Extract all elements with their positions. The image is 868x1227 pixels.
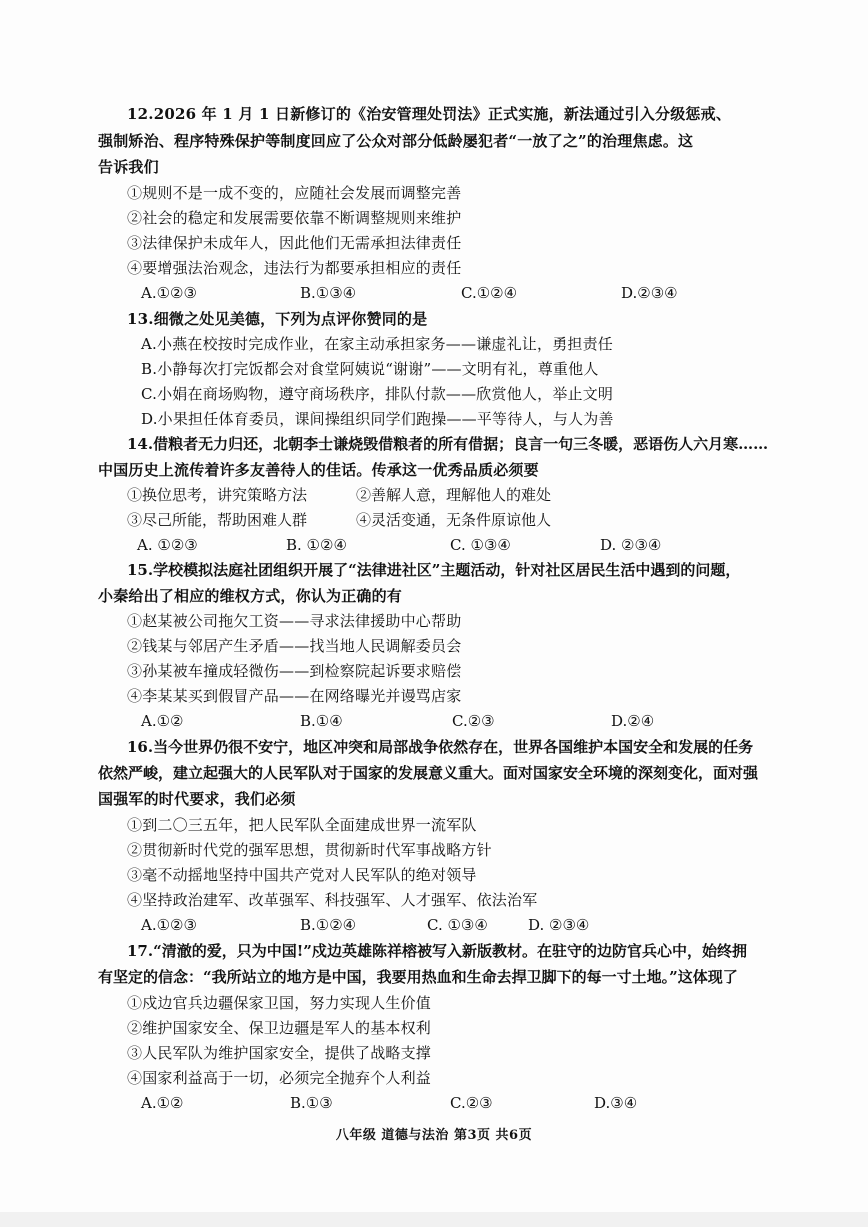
q14-stem-line-1: 14.借粮者无力归还，北朝李士谦烧毁借粮者的所有借据；良言一句三冬暖，恶语伤人六月寒…… (127, 435, 769, 453)
q14-stem-line-2: 中国历史上流传着许多友善待人的佳话。传承这一优秀品质必须要 (98, 461, 539, 479)
q13-option-b[interactable]: B.小静每次打完饭都会对食堂阿姨说“谢谢”——文明有礼，尊重他人 (141, 360, 599, 378)
q14-option-b[interactable]: B. ①②④ (286, 536, 347, 554)
q12-stem-line-2: 强制矫治、程序特殊保护等制度回应了公众对部分低龄屡犯者“一放了之”的治理焦虑。这 (98, 132, 694, 150)
q17-option-c[interactable]: C.②③ (450, 1094, 493, 1112)
q12-option-c[interactable]: C.①②④ (461, 284, 518, 302)
q14-item-1: ①换位思考，讲究策略方法 (127, 486, 308, 504)
q16-option-a[interactable]: A.①②③ (141, 916, 197, 934)
q17-item-1: ①戍边官兵边疆保家卫国，努力实现人生价值 (127, 994, 432, 1012)
q15-item-4: ④李某某买到假冒产品——在网络曝光并谩骂店家 (127, 687, 462, 705)
q15-stem-line-2: 小秦给出了相应的维权方式，你认为正确的有 (98, 587, 403, 605)
q15-item-1: ①赵某被公司拖欠工资——寻求法律援助中心帮助 (127, 612, 462, 630)
q12-item-2: ②社会的稳定和发展需要依靠不断调整规则来维护 (127, 209, 462, 227)
q17-stem-line-1: 17.“清澈的爱，只为中国!”戍边英雄陈祥榕被写入新版教材。在驻守的边防官兵心中，始终拥 (127, 942, 747, 960)
q14-option-c[interactable]: C. ①③④ (450, 536, 511, 554)
q17-options (0, 1093, 868, 1113)
q12-stem-line-3: 告诉我们 (98, 158, 159, 176)
q14-option-d[interactable]: D. ②③④ (600, 536, 662, 554)
q16-item-3: ③毫不动摇地坚持中国共产党对人民军队的绝对领导 (127, 866, 477, 884)
q16-stem-line-2: 依然严峻，建立起强大的人民军队对于国家的发展意义重大。面对国家安全环境的深刻变化，面对强 (98, 764, 759, 782)
q17-stem-line-2: 有坚定的信念：“我所站立的地方是中国，我要用热血和生命去捍卫脚下的每一寸土地。”这体现了 (98, 968, 738, 986)
q16-options (0, 915, 868, 935)
q16-option-c[interactable]: C. ①③④ (427, 916, 488, 934)
q17-item-2: ②维护国家安全、保卫边疆是军人的基本权利 (127, 1019, 432, 1037)
q13-option-d[interactable]: D.小果担任体育委员，课间操组织同学们跑操——平等待人，与人为善 (141, 410, 614, 428)
q14-items-row-2 (0, 510, 868, 530)
q17-option-d[interactable]: D.③④ (594, 1094, 638, 1112)
page-footer: 八年级 道德与法治 第3页 共6页 (335, 1128, 533, 1143)
q16-option-b[interactable]: B.①②④ (300, 916, 357, 934)
q17-option-a[interactable]: A.①② (141, 1094, 184, 1112)
q14-option-a[interactable]: A. ①②③ (137, 536, 198, 554)
q16-item-1: ①到二〇三五年，把人民军队全面建成世界一流军队 (127, 816, 477, 834)
q14-items-row-1 (0, 485, 868, 505)
q12-options (0, 283, 868, 303)
scan-bottom-edge (0, 1212, 868, 1227)
q17-option-b[interactable]: B.①③ (290, 1094, 333, 1112)
q13-option-a[interactable]: A.小燕在校按时完成作业，在家主动承担家务——谦虚礼让，勇担责任 (141, 335, 614, 353)
q16-stem-line-3: 国强军的时代要求，我们必须 (98, 790, 296, 808)
q13-option-c[interactable]: C.小娟在商场购物，遵守商场秩序，排队付款——欣赏他人，举止文明 (141, 385, 614, 403)
q15-option-d[interactable]: D.②④ (611, 712, 655, 730)
q15-option-c[interactable]: C.②③ (452, 712, 495, 730)
q12-item-3: ③法律保护未成年人，因此他们无需承担法律责任 (127, 234, 462, 252)
q14-options (0, 535, 868, 555)
q17-item-3: ③人民军队为维护国家安全，提供了战略支撑 (127, 1044, 432, 1062)
q16-item-2: ②贯彻新时代党的强军思想，贯彻新时代军事战略方针 (127, 841, 492, 859)
q13-stem: 13.细微之处见美德，下列为点评你赞同的是 (127, 310, 428, 328)
q12-option-d[interactable]: D.②③④ (621, 284, 678, 302)
q15-item-3: ③孙某被车撞成轻微伤——到检察院起诉要求赔偿 (127, 662, 462, 680)
q12-item-1: ①规则不是一成不变的，应随社会发展而调整完善 (127, 184, 462, 202)
q15-options (0, 711, 868, 731)
q12-item-4: ④要增强法治观念，违法行为都要承担相应的责任 (127, 259, 462, 277)
q16-option-d[interactable]: D. ②③④ (528, 916, 590, 934)
q12-option-a[interactable]: A.①②③ (141, 284, 197, 302)
q17-item-4: ④国家利益高于一切，必须完全抛弃个人利益 (127, 1069, 432, 1087)
q16-stem-line-1: 16.当今世界仍很不安宁，地区冲突和局部战争依然存在，世界各国维护本国安全和发展的任务 (127, 738, 754, 756)
q14-item-4: ④灵活变通，无条件原谅他人 (356, 511, 552, 529)
q12-stem-line-1: 12.2026 年 1 月 1 日新修订的《治安管理处罚法》正式实施，新法通过引入分级惩戒、 (127, 105, 732, 123)
q12-option-b[interactable]: B.①③④ (300, 284, 357, 302)
q15-option-a[interactable]: A.①② (141, 712, 184, 730)
q15-option-b[interactable]: B.①④ (300, 712, 343, 730)
q15-stem-line-1: 15.学校模拟法庭社团组织开展了“法律进社区”主题活动，针对社区居民生活中遇到的问题， (127, 561, 741, 579)
q16-item-4: ④坚持政治建军、改革强军、科技强军、人才强军、依法治军 (127, 891, 538, 909)
q14-item-2: ②善解人意，理解他人的难处 (356, 486, 552, 504)
q15-item-2: ②钱某与邻居产生矛盾——找当地人民调解委员会 (127, 637, 462, 655)
q14-item-3: ③尽己所能，帮助困难人群 (127, 511, 308, 529)
